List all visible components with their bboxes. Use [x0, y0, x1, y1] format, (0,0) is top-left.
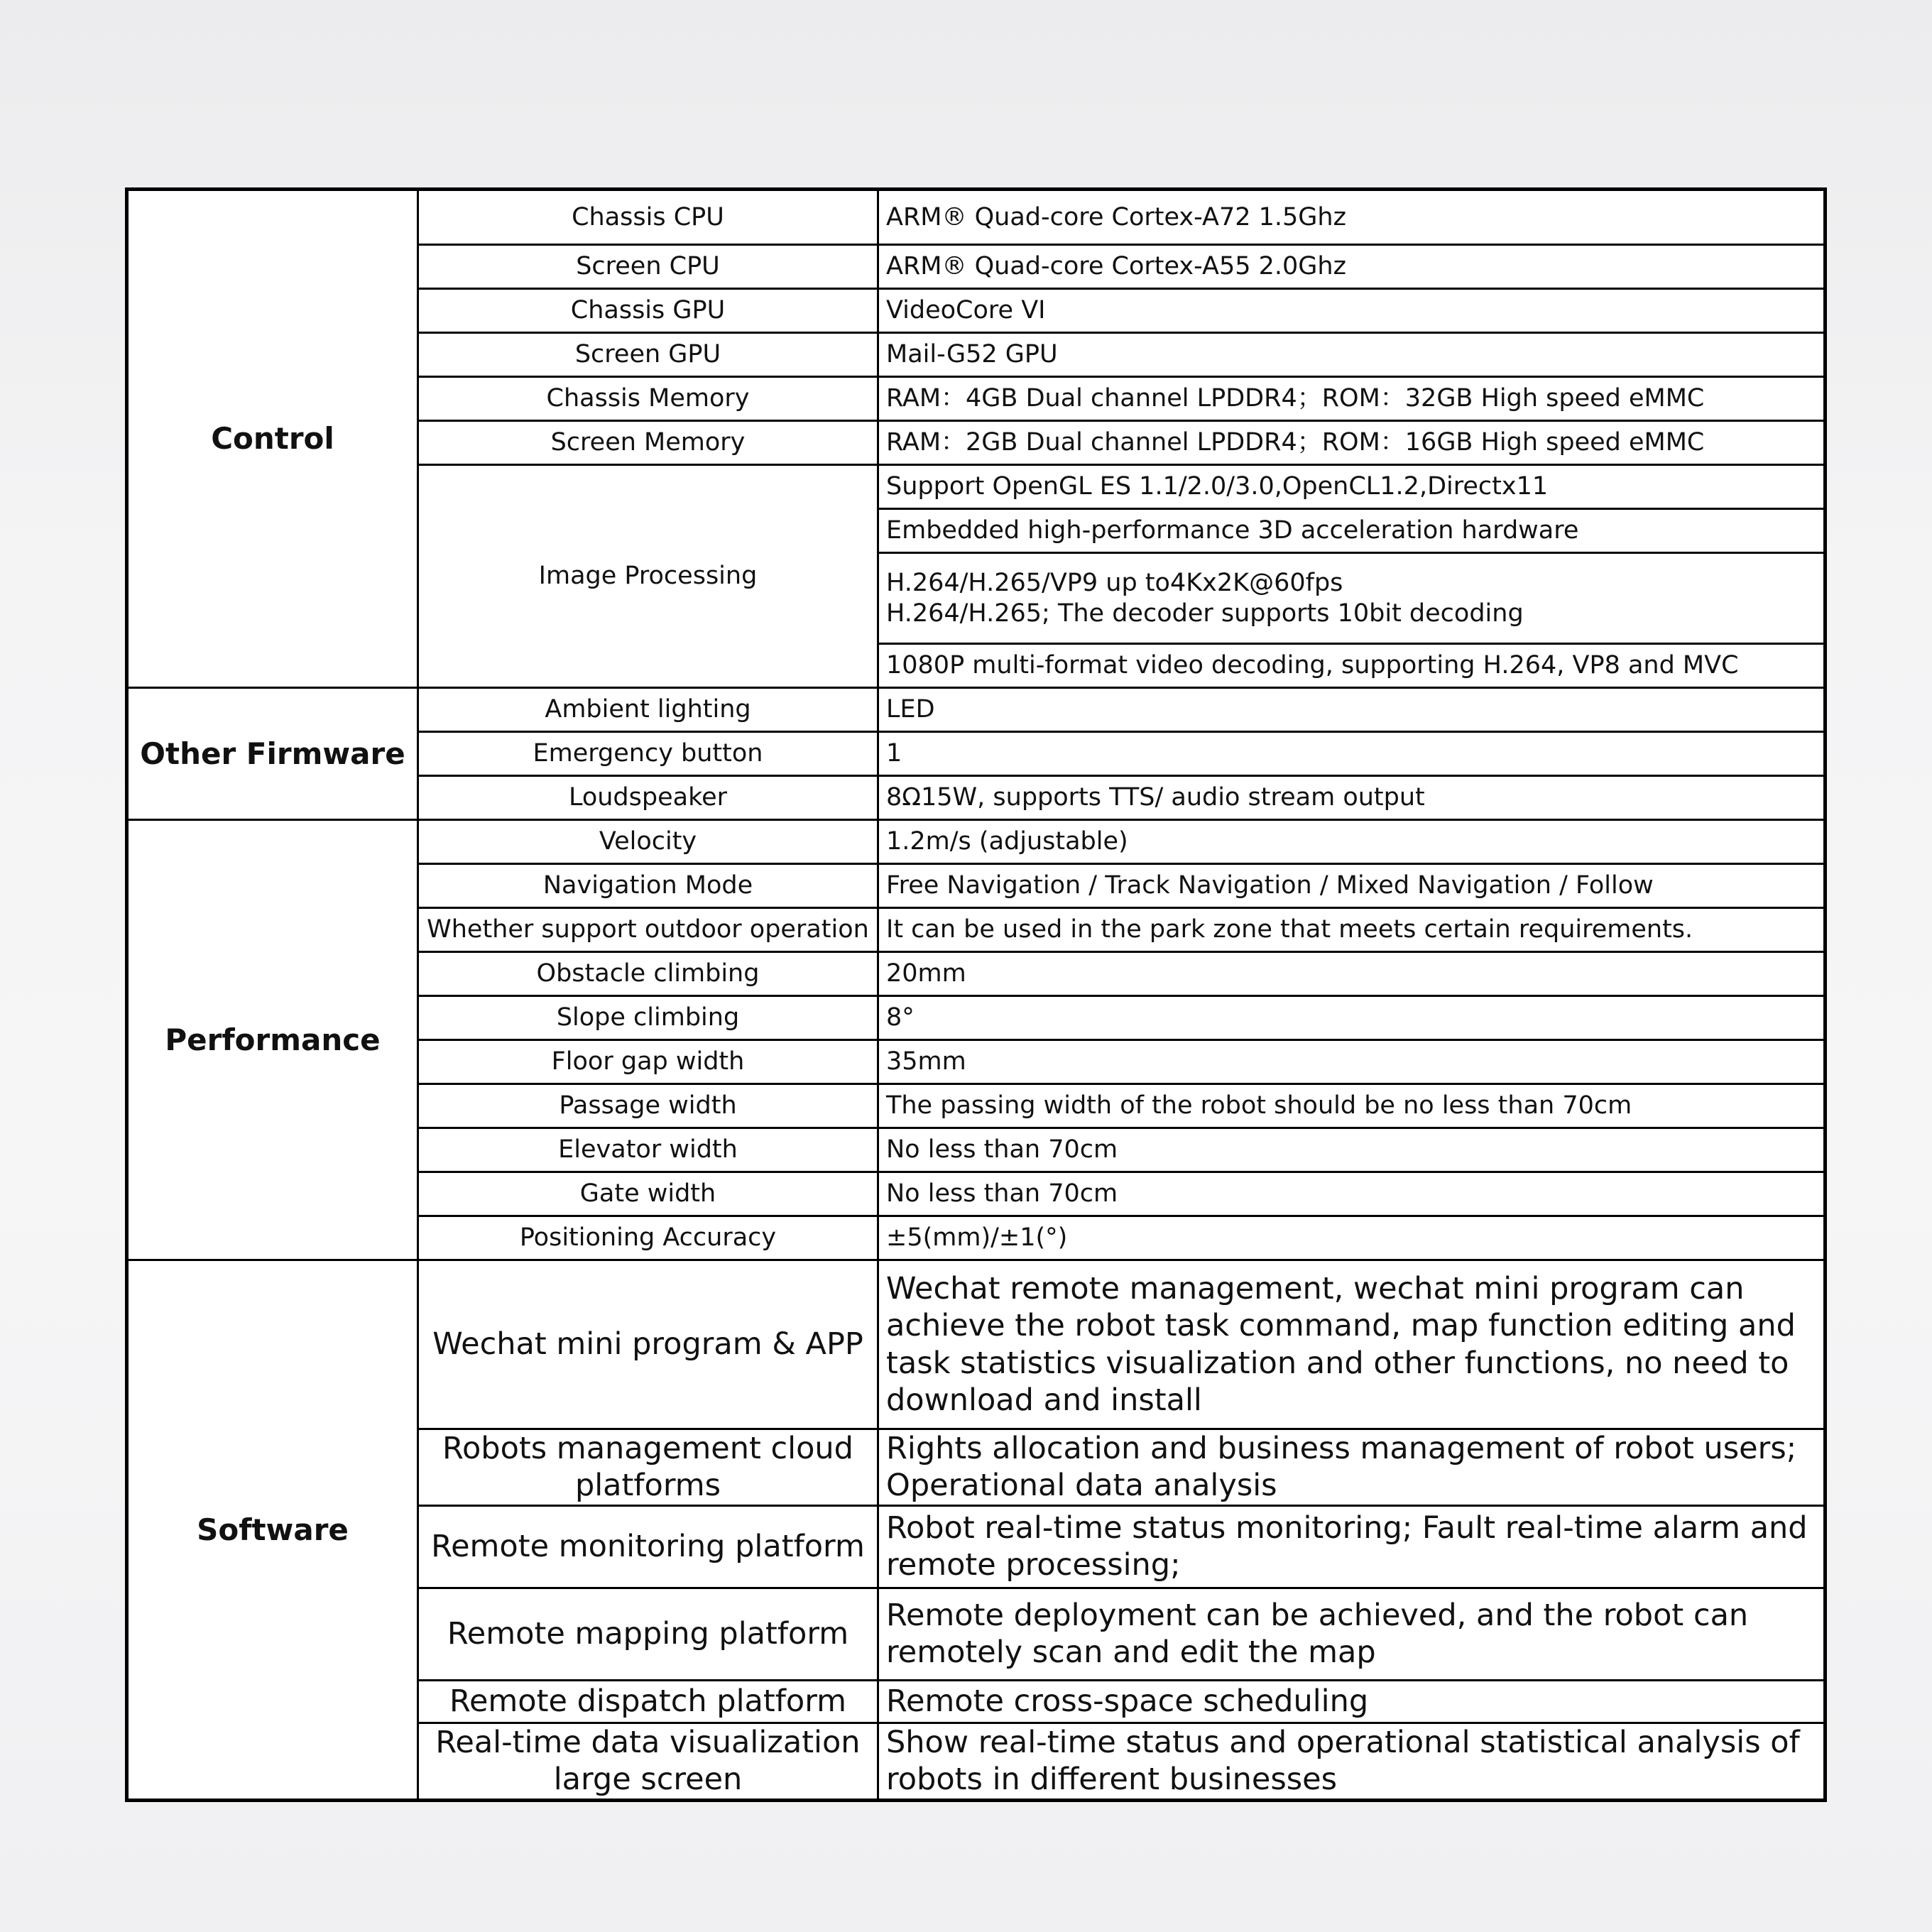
spec-label: Floor gap width: [418, 1040, 878, 1084]
spec-label: Wechat mini program & APP: [418, 1260, 878, 1429]
spec-label: Screen Memory: [418, 421, 878, 465]
spec-value: No less than 70cm: [878, 1128, 1825, 1172]
table-row: [127, 1260, 1825, 1429]
spec-label: Passage width: [418, 1084, 878, 1128]
spec-value: Embedded high-performance 3D acceleration hardware: [878, 509, 1825, 553]
spec-label: Ambient lighting: [418, 688, 878, 732]
spec-value: 35mm: [878, 1040, 1825, 1084]
spec-value: ARM® Quad-core Cortex-A55 2.0Ghz: [878, 245, 1825, 289]
spec-value: The passing width of the robot should be no less than 70cm: [878, 1084, 1825, 1128]
spec-value: Rights allocation and business management of robot users; Operational data analysis: [878, 1429, 1825, 1506]
spec-label: Real-time data visualization large screen: [418, 1723, 878, 1800]
spec-value: Robot real-time status monitoring; Fault real-time alarm and remote processing;: [878, 1505, 1825, 1588]
spec-label: Elevator width: [418, 1128, 878, 1172]
spec-value: ±5(mm)/±1(°): [878, 1216, 1825, 1260]
spec-value: [878, 553, 1825, 644]
category-software: Software: [127, 1260, 418, 1801]
spec-label: Chassis GPU: [418, 289, 878, 333]
spec-value: It can be used in the park zone that meets certain requirements.: [878, 908, 1825, 952]
spec-value-line: H.264/H.265/VP9 up to4Kx2K@60fps: [886, 568, 1343, 597]
category-other-firmware: Other Firmware: [127, 688, 418, 820]
spec-value: Remote deployment can be achieved, and the robot can remotely scan and edit the map: [878, 1588, 1825, 1680]
spec-value: Free Navigation / Track Navigation / Mixed Navigation / Follow: [878, 864, 1825, 908]
spec-label: Whether support outdoor operation: [418, 908, 878, 952]
spec-label: Obstacle climbing: [418, 952, 878, 996]
spec-value: LED: [878, 688, 1825, 732]
category-performance: Performance: [127, 820, 418, 1260]
spec-value: 1.2m/s (adjustable): [878, 820, 1825, 864]
spec-value: Wechat remote management, wechat mini program can achieve the robot task command, map function editing and task statistics visualization and other functions, no need to download and install: [878, 1260, 1825, 1429]
spec-label: Chassis Memory: [418, 377, 878, 421]
spec-label: Screen GPU: [418, 333, 878, 377]
spec-label: Slope climbing: [418, 996, 878, 1040]
spec-label: Robots management cloud platforms: [418, 1429, 878, 1506]
table-row: [127, 688, 1825, 732]
spec-label: Emergency button: [418, 732, 878, 776]
spec-label: Navigation Mode: [418, 864, 878, 908]
spec-value: ARM® Quad-core Cortex-A72 1.5Ghz: [878, 190, 1825, 245]
spec-label: Image Processing: [418, 465, 878, 688]
category-control: Control: [127, 190, 418, 688]
spec-value: 8°: [878, 996, 1825, 1040]
spec-label: Remote dispatch platform: [418, 1680, 878, 1723]
table-row: [127, 820, 1825, 864]
spec-label: Chassis CPU: [418, 190, 878, 245]
spec-value: 20mm: [878, 952, 1825, 996]
spec-value: 8Ω15W, supports TTS/ audio stream output: [878, 776, 1825, 820]
spec-value: RAM：4GB Dual channel LPDDR4；ROM：32GB High speed eMMC: [878, 377, 1825, 421]
spec-value: Mail-G52 GPU: [878, 333, 1825, 377]
spec-label: Remote monitoring platform: [418, 1505, 878, 1588]
spec-label: Screen CPU: [418, 245, 878, 289]
spec-value: RAM：2GB Dual channel LPDDR4；ROM：16GB High speed eMMC: [878, 421, 1825, 465]
spec-value: Support OpenGL ES 1.1/2.0/3.0,OpenCL1.2,Directx11: [878, 465, 1825, 509]
table-row: [127, 190, 1825, 245]
spec-value: Show real-time status and operational statistical analysis of robots in different businesses: [878, 1723, 1825, 1800]
spec-value: Remote cross-space scheduling: [878, 1680, 1825, 1723]
spec-label: Loudspeaker: [418, 776, 878, 820]
spec-value: 1080P multi-format video decoding, supporting H.264, VP8 and MVC: [878, 644, 1825, 688]
spec-value-line: H.264/H.265; The decoder supports 10bit decoding: [886, 599, 1524, 628]
spec-label: Positioning Accuracy: [418, 1216, 878, 1260]
spec-value: 1: [878, 732, 1825, 776]
spec-value: VideoCore VI: [878, 289, 1825, 333]
spec-value: No less than 70cm: [878, 1172, 1825, 1216]
spec-table: [125, 187, 1827, 1802]
spec-label: Remote mapping platform: [418, 1588, 878, 1680]
spec-label: Gate width: [418, 1172, 878, 1216]
spec-label: Velocity: [418, 820, 878, 864]
